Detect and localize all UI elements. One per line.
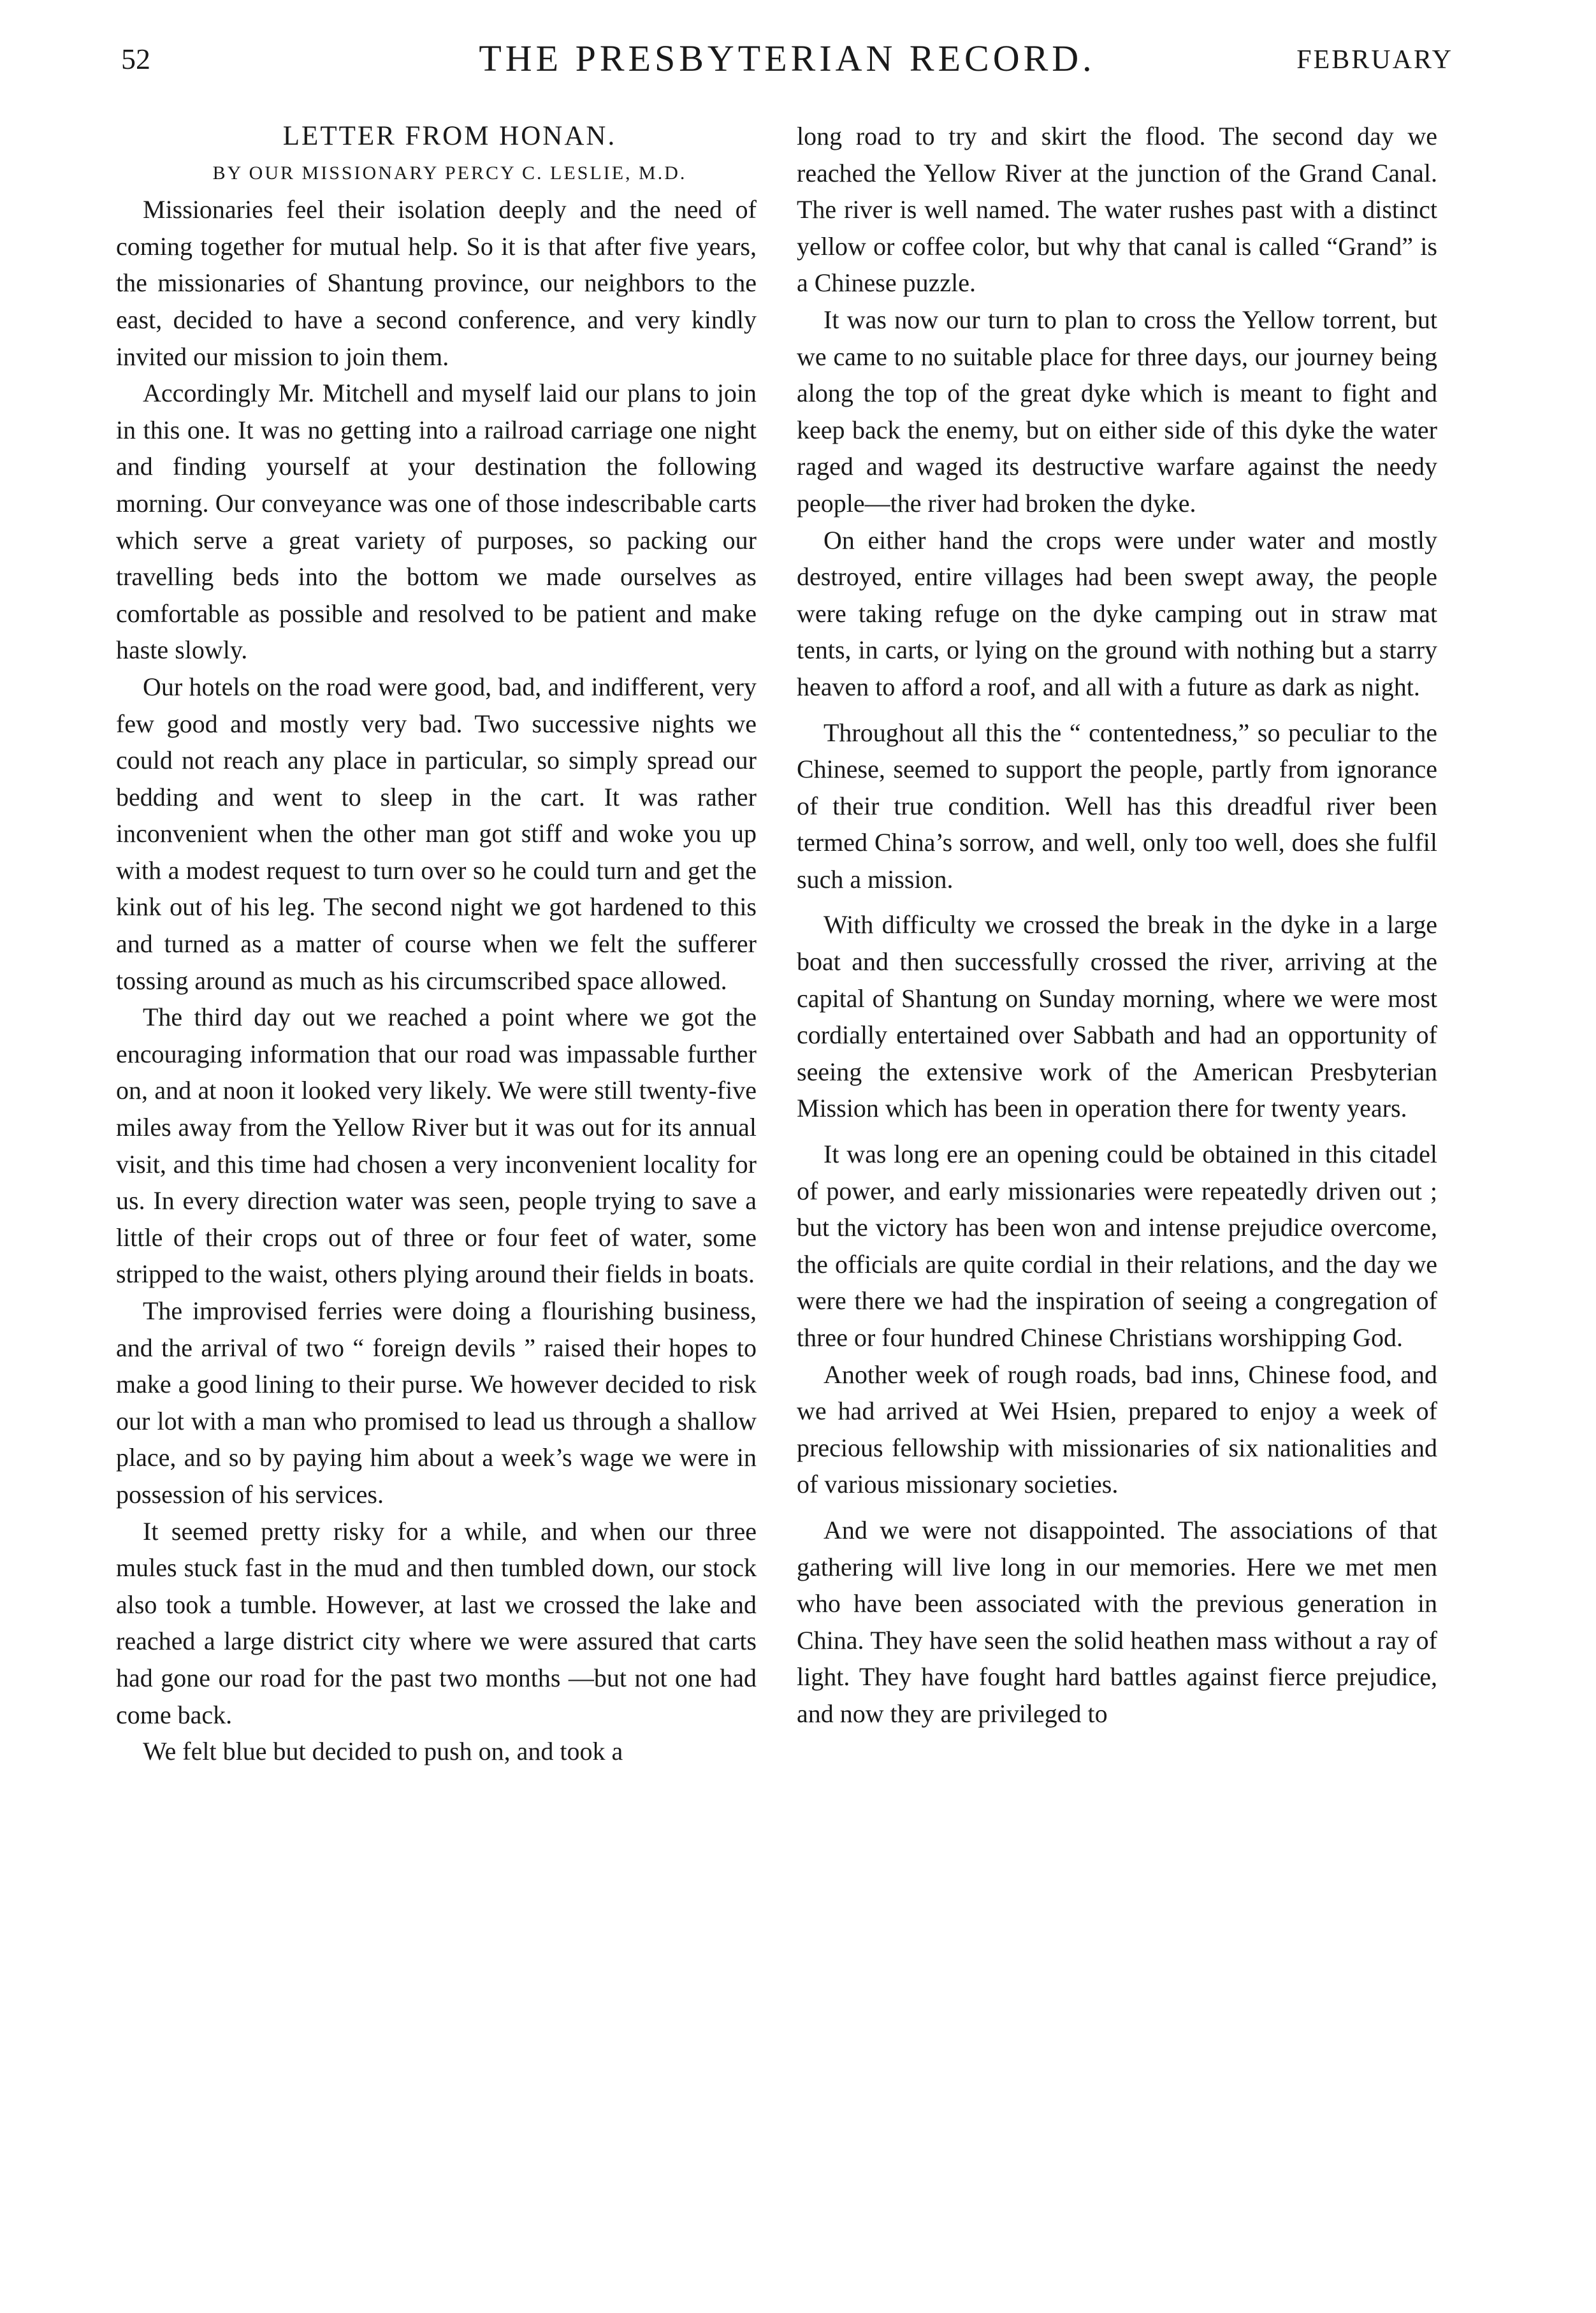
- paragraph: It was long ere an opening could be obtained in this citadel of power, and early missionaries were repeatedly driven out ; but the victory has been won and intense prejudice overcome, the officials are quite cordial in their relations, and the day we were there we had the inspiration of seeing a congregation of three or four hundred Chinese Christians worshipping God.: [797, 1140, 1437, 1352]
- paragraph: It seemed pretty risky for a while, and when our three mules stuck fast in the mud and then tumbled down, our stock also took a tumble. However, at last we crossed the lake and reached a large district city where we were assured that carts had gone our road for the past two months —but not one had come back.: [116, 1516, 757, 1729]
- article-byline: BY OUR MISSIONARY PERCY C. LESLIE, M.D.: [212, 162, 687, 184]
- paragraph: With difficulty we crossed the break in the dyke in a large boat and then successfully crossed the river, arriving at the capital of Shantung on Sunday morning, where we were most cordially entertained over Sabbath and had an opportunity of seeing the extensive work of the American Presbyterian Mission which has been in operation there for twenty years.: [797, 910, 1437, 1123]
- right-column: [797, 118, 1437, 2298]
- paragraph: On either hand the crops were under water and mostly destroyed, entire villages had been swept away, the people were taking refuge on the dyke camping out in straw mat tents, in carts, or lying on the ground with nothing but a starry heaven to afford a roof, and all with a future as dark as night.: [797, 525, 1437, 701]
- paragraph: Throughout all this the “ contentedness,” so peculiar to the Chinese, seemed to support the people, partly from ignorance of their true condition. Well has this dreadful river been termed China’s sorrow, and well, only too well, does she fulfil such a mission.: [797, 718, 1437, 894]
- left-column: [116, 118, 757, 2298]
- paragraph: Our hotels on the road were good, bad, and indifferent, very few good and mostly very bad. Two successive nights we could not reach any place in particular, so simply spread our bedding and went to sleep in the cart. It was rather inconvenient when the other man got stiff and woke you up with a modest request to turn over so he could turn and get the kink out of his leg. The second night we got hardened to this and turned as a matter of course when we felt the sufferer tossing around as much as his circumscribed space allowed.: [116, 672, 757, 995]
- paragraph: And we were not disappointed. The associations of that gathering will live long in our memories. Here we met men who have been associated with the previous generation in China. They have seen the solid heathen mass without a ray of light. They have fought hard battles against fierce prejudice, and now they are privileged to: [797, 1515, 1437, 1728]
- paragraph: The improvised ferries were doing a flourishing business, and the arrival of two “ foreign devils ” raised their hopes to make a good lining to their purse. We however decided to risk our lot with a man who promised to lead us through a shallow place, and so by paying him about a week’s wage we were in possession of his services.: [116, 1296, 757, 1509]
- paragraph: It was now our turn to plan to cross the Yellow torrent, but we came to no suitable place for three days, our journey being along the top of the great dyke which is meant to fight and keep back the enemy, but on either side of this dyke the water raged and waged its destructive warfare against the needy people—the river had broken the dyke.: [797, 305, 1437, 518]
- paragraph: Another week of rough roads, bad inns, Chinese food, and we had arrived at Wei Hsien, prepared to enjoy a week of precious fellowship with missionaries of six nationalities and of various missionary societies.: [797, 1360, 1437, 1499]
- paragraph: The third day out we reached a point where we got the encouraging information that our road was impassable further on, and at noon it looked very likely. We were still twenty-five miles away from the Yellow River but it was out for its annual visit, and this time had chosen a very inconvenient locality for us. In every direction water was seen, people trying to save a little of their crops out of three or four feet of water, some stripped to the waist, others plying around their fields in boats.: [116, 1003, 757, 1289]
- paragraph: Accordingly Mr. Mitchell and myself laid our plans to join in this one. It was no getting into a railroad carriage one night and finding yourself at your destination the following morning. Our conveyance was one of those indescribable carts which serve a great variety of purposes, so packing our travelling beds into the bottom we made ourselves as comfortable as possible and resolved to be patient and make haste slowly.: [116, 379, 757, 665]
- issue-month: FEBRUARY: [1296, 45, 1453, 75]
- journal-title: THE PRESBYTERIAN RECORD.: [479, 38, 1096, 79]
- page-header: [118, 37, 1456, 88]
- article-title: LETTER FROM HONAN.: [282, 121, 617, 151]
- paragraph: Missionaries feel their isolation deeply and the need of coming together for mutual help. So it is that after five years, the missionaries of Shantung province, our neighbors to the east, decided to have a second conference, and very kindly invited our mission to join them.: [116, 195, 757, 371]
- paragraph-continued: long road to try and skirt the flood. The second day we reached the Yellow River at the junction of the Grand Canal. The river is well named. The water rushes past with a distinct yellow or coffee color, but why that canal is called “Grand” is a Chinese puzzle.: [797, 122, 1437, 298]
- page-number: 52: [121, 43, 150, 75]
- paragraph: We felt blue but decided to push on, and took a: [143, 1737, 623, 1766]
